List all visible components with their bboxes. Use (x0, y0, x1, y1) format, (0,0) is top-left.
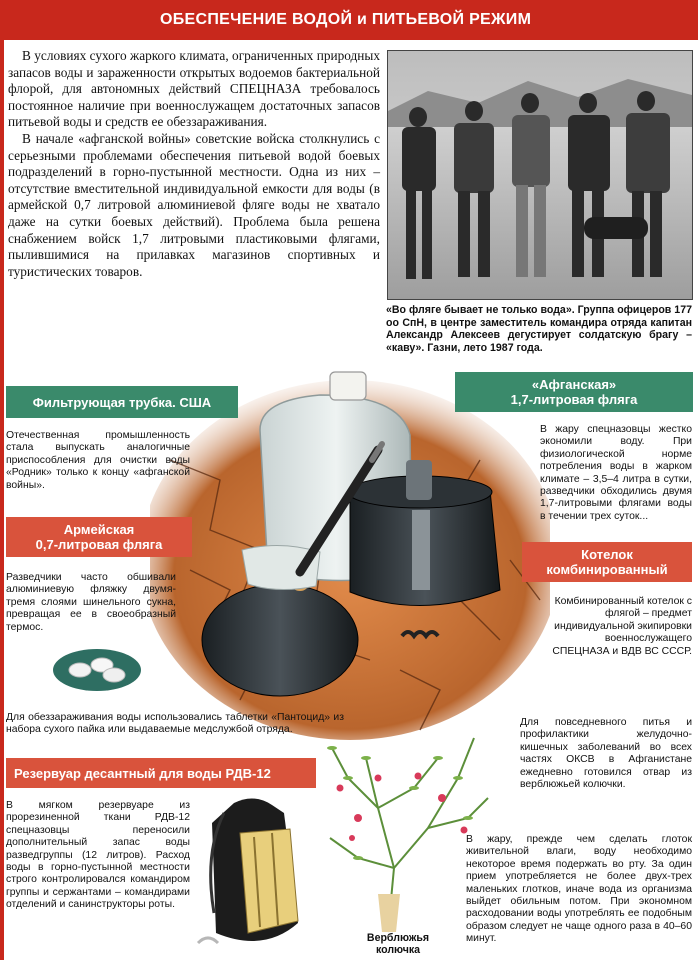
camel-thorn-label (350, 932, 446, 956)
camel-thorn-label-line1: Верблюжья (366, 932, 430, 944)
label-filter-tube-text: Фильтрующая трубка. США (32, 394, 212, 410)
officers-photo (387, 50, 693, 300)
filter-tube-text: Отечественная промышленность стала выпускать аналогичные приспособления для очистки воды «Родник» только к концу «афганской войны». (6, 430, 190, 491)
label-afghan-line2: 1,7-литровая фляга (510, 392, 638, 407)
camel-thorn-text: Для повседневного питья и профилактики желудочно-кишечных заболеваний во всех частях ОКСВ в Афганистане ежедневно готовился отвар из верблюжьей колючки. (520, 717, 692, 791)
heat-drinking-text: В жару, прежде чем сделать глоток живительной влаги, воду необходимо некоторое время подержать во рту. За один прием употребляется не более двух-трех маленьких глотков, иначе вода из организма выйдет обильным потом. При экономном расходовании воды употреблять ее подобным образом следует не чаще одного раза в 40–60 минут. (466, 834, 692, 945)
camel-thorn-label-line2: колючка (375, 944, 421, 956)
label-kettle-line1: Котелок (581, 547, 633, 562)
label-kettle-line2: комбинированный (546, 562, 668, 577)
afghan-flask-text: В жару спецназовцы жестко экономили воду. При физиологической норме потребления воды в жарком климате – 3,5–4 литра в сутки, разведчики обходились двумя 1,7-литровыми флягами воды в течении трех суток... (540, 424, 692, 522)
kettle-text: Комбинированный котелок с флягой – предмет индивидуальной экипировки военнослужащего СПЕЦНАЗА и ВДВ ВС СССР. (552, 596, 692, 657)
reservoir-bag-image (194, 793, 316, 960)
intro-paragraph-1: В условиях сухого жаркого климата, ограниченных природных запасов воды и зараженности открытых водоемов бактериальной флорой, для автономных действий СПЕЦНАЗА требовалось постоянное наличие при военнослужащем достаточных запасов питьевой воды и средств ее обеззараживания. (8, 48, 380, 130)
photo-caption: «Во фляге бывает не только вода». Группа офицеров 177 оо СпН, в центре заместитель командира отряда капитан Александр Алексеев дегустирует солдатскую брагу – «каву». Газни, лето 1987 года. (386, 304, 692, 354)
page-title: ОБЕСПЕЧЕНИЕ ВОДОЙ и ПИТЬЕВОЙ РЕЖИМ (160, 11, 532, 28)
label-reservoir-text: Резервуар десантный для воды РДВ-12 (14, 765, 271, 781)
label-kettle (522, 542, 692, 582)
label-afghan-flask (455, 372, 693, 412)
tablets-text: Для обеззараживания воды использовались таблетки «Пантоцид» из набора сухого пайка или выдаваемые медслужбой отряда. (6, 712, 344, 736)
label-reservoir (6, 758, 316, 788)
tablets-image (52, 648, 142, 692)
label-army-line2: 0,7-литровая фляга (35, 537, 163, 552)
header-bar (0, 0, 698, 40)
label-army-flask (6, 517, 192, 557)
label-afghan-line1: «Афганская» (531, 377, 617, 392)
reservoir-text: В мягком резервуаре из прорезиненной ткани РДВ-12 спецназовцы переносили дополнительный запас воды разведгруппы (12 литров). Расход воды в горно-пустынной местности строго контролировался командиром группы и сержантами – командирами отделений и санинструкторы роты. (6, 800, 190, 911)
intro-text (8, 48, 380, 280)
label-filter-tube (6, 386, 238, 418)
label-army-line1: Армейская (63, 522, 135, 537)
intro-paragraph-2: В начале «афганской войны» советские войска столкнулись с серьезными проблемами обеспечения питьевой водой боевых подразделений в горно-пустынной местности. Одна из них – отсутствие вместительной индивидуальной емкости для воды (в армейской 0,7 литровой алюминиевой фляге воды не хватало даже на сутки боевых действий). Проблема была решена снабжением войск 1,7 литровыми пластиковыми флягами, пылившимися на прилавках магазинов спортивных и туристических товаров. (8, 130, 380, 279)
army-flask-text: Разведчики часто обшивали алюминиевую фляжку двумя-тремя слоями шинельного сукна, превращая ее в своеобразный термос. (6, 572, 176, 633)
left-accent-stripe (0, 40, 4, 960)
